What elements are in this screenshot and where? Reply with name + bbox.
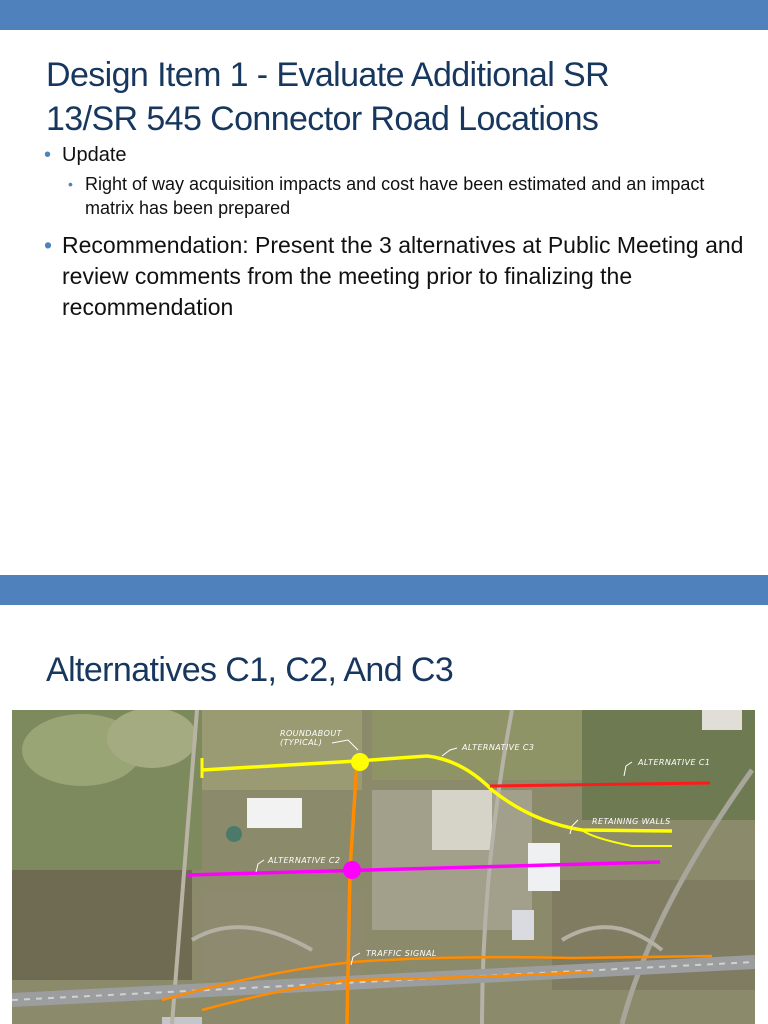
pond — [226, 826, 242, 842]
alternative-c1-label: ALTERNATIVE C1 — [638, 758, 711, 767]
traffic-signal-label: TRAFFIC SIGNAL — [366, 949, 437, 958]
slide-header-bar — [0, 575, 768, 605]
sub-bullet-row-acquisition — [68, 172, 744, 220]
roundabout-label-line-2: (TYPICAL) — [280, 738, 323, 747]
bullet-list — [44, 142, 744, 323]
roundabout-c2 — [343, 861, 361, 879]
alternative-c3-label: ALTERNATIVE C3 — [462, 743, 535, 752]
bullet-recommendation — [44, 230, 744, 323]
slide-2 — [0, 575, 768, 1024]
quarry-light-area — [432, 790, 492, 850]
aerial-map — [12, 710, 755, 1024]
retaining-walls-label: RETAINING WALLS — [592, 817, 671, 826]
ballfield-right — [107, 710, 197, 768]
slide-title: Alternatives C1, C2, And C3 — [46, 651, 454, 689]
slide-title-line-1: Design Item 1 - Evaluate Additional SR — [46, 56, 610, 94]
building-small — [512, 910, 534, 940]
slide-header-bar — [0, 0, 768, 30]
building-south — [162, 1017, 202, 1024]
bullet-text: Recommendation: Present the 3 alternatives at Public Meeting and review comments from the meeting prior to finalizing the recommendation — [62, 232, 744, 320]
slide-title-line-2: 13/SR 545 Connector Road Locations — [46, 100, 599, 138]
bullet-update — [44, 142, 744, 168]
building-ne — [702, 710, 742, 730]
wooded-area-sw — [12, 870, 192, 980]
field-north — [202, 710, 362, 790]
building-large — [247, 798, 302, 828]
sub-bullet-text: Right of way acquisition impacts and cost have been estimated and an impact matrix has been prepared — [85, 174, 705, 218]
roundabout-label-line-1: ROUNDABOUT — [280, 729, 342, 738]
alternative-c2-label: ALTERNATIVE C2 — [268, 856, 341, 865]
bullet-text: Update — [62, 144, 127, 166]
roundabout-c3 — [351, 753, 369, 771]
